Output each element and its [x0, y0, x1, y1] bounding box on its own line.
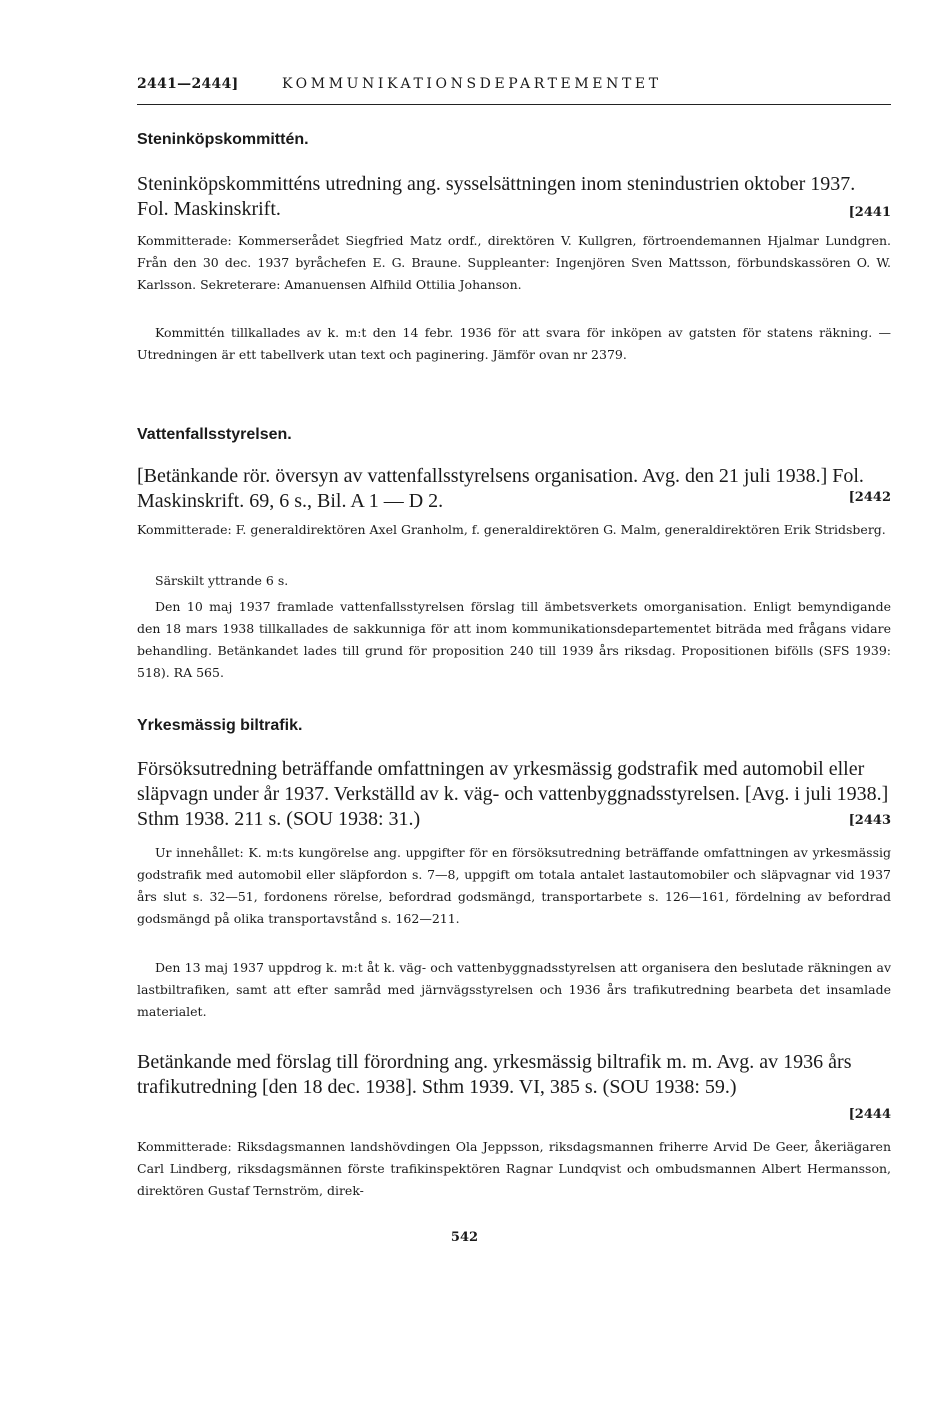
section-heading-vattenfall: Vattenfallsstyrelsen.	[137, 426, 292, 443]
entry-note-2441: Kommittén tillkallades av k. m:t den 14 febr. 1936 för att svara för inköpen av gatsten för statens räkning. — Utredningen är ett tabellverk utan text och paginering. Jämför ovan nr 2379.	[137, 325, 891, 362]
entry-number-2441: [2441	[848, 205, 891, 220]
entry-title-2444: Betänkande med förslag till förordning ang. yrkesmässig biltrafik m. m. Avg. av 1936 års trafikutredning [den 18 dec. 1938]. Sthm 1939. VI, 385 s. (SOU 1938: 59.)	[137, 1051, 852, 1098]
special-statement-2442: Särskilt yttrande 6 s.	[155, 573, 289, 588]
section-heading-yrkesmassig: Yrkesmässig biltrafik.	[137, 717, 303, 734]
entry-title-2442: [Betänkande rör. översyn av vattenfallsstyrelsens organisation. Avg. den 21 juli 1938.] Fol. Maskinskrift. 69, 6 s., Bil. A 1 — D 2.	[137, 465, 864, 512]
entry-number-2442: [2442	[848, 490, 891, 505]
committee-members-2441: Kommitterade: Kommerserådet Siegfried Matz ordf., direktören V. Kullgren, förtroendemannen Hjalmar Lundgren. Från den 30 dec. 1937 byråchefen E. G. Braune. Suppleanter: Ingenjören Sven Mattsson, förbundskassören O. W. Karlsson. Sekreterare: Amanuensen Alfhild Ottilia Johanson.	[137, 233, 891, 292]
contents-2443: Ur innehållet: K. m:ts kungörelse ang. uppgifter för en försöksutredning beträffande omfattningen av yrkesmässig godstrafik med automobil eller släpfordon s. 7—8, uppgift om totala antalet lastautomobiler och släpvagnar vid 1937 års slut s. 32—51, fordonens rörelse, befordrad godsmängd, transportarbete s. 126—161, fördelning av befordrad godsmängd på olika transportavstånd s. 162—211.	[137, 845, 891, 926]
header-rule	[137, 104, 891, 105]
committee-members-2442: Kommitterade: F. generaldirektören Axel Granholm, f. generaldirektören G. Malm, generaldirektören Erik Stridsberg.	[137, 522, 886, 537]
page-number: 542	[450, 1230, 479, 1245]
section-heading-steninkop: Steninköpskommittén.	[137, 131, 309, 148]
entry-number-2444: [2444	[848, 1107, 891, 1122]
committee-members-2444: Kommitterade: Riksdagsmannen landshövdingen Ola Jeppsson, riksdagsmannen friherre Arvid De Geer, åkeriägaren Carl Lindberg, riksdagsmännen förste trafikinspektören Ragnar Lundqvist och ombudsmannen Albert Hermansson, direktören Gustaf Ternström, direk-	[137, 1139, 891, 1198]
entry-title-2441: Steninköpskommitténs utredning ang. sysselsättningen inom stenindustrien oktober 1937. Fol. Maskinskrift.	[137, 173, 856, 220]
department-title: KOMMUNIKATIONSDEPARTEMENTET	[282, 76, 662, 92]
entry-range: 2441—2444]	[137, 76, 239, 92]
running-header	[137, 75, 891, 93]
entry-title-2443: Försöksutredning beträffande omfattningen av yrkesmässig godstrafik med automobil eller släpvagn under år 1937. Verkställd av k. väg- och vattenbyggnadsstyrelsen. [Avg. i juli 1938.] Sthm 1938. 211 s. (SOU 1938: 31.)	[137, 758, 889, 830]
entry-number-2443: [2443	[848, 813, 891, 828]
entry-note-2443: Den 13 maj 1937 uppdrog k. m:t åt k. väg- och vattenbyggnadsstyrelsen att organisera den beslutade räkningen av lastbiltrafiken, samt att efter samråd med järnvägsstyrelsen och 1936 års trafikutredning bearbeta det insamlade materialet.	[137, 960, 891, 1019]
entry-note-2442: Den 10 maj 1937 framlade vattenfallsstyrelsen förslag till ämbetsverkets omorganisation. Enligt bemyndigande den 18 mars 1938 tillkallades de sakkunniga för att inom kommunikationsdepartementet biträda med frågans vidare behandling. Betänkandet lades till grund för proposition 240 till 1939 års riksdag. Propositionen bifölls (SFS 1939: 518). RA 565.	[137, 599, 891, 680]
